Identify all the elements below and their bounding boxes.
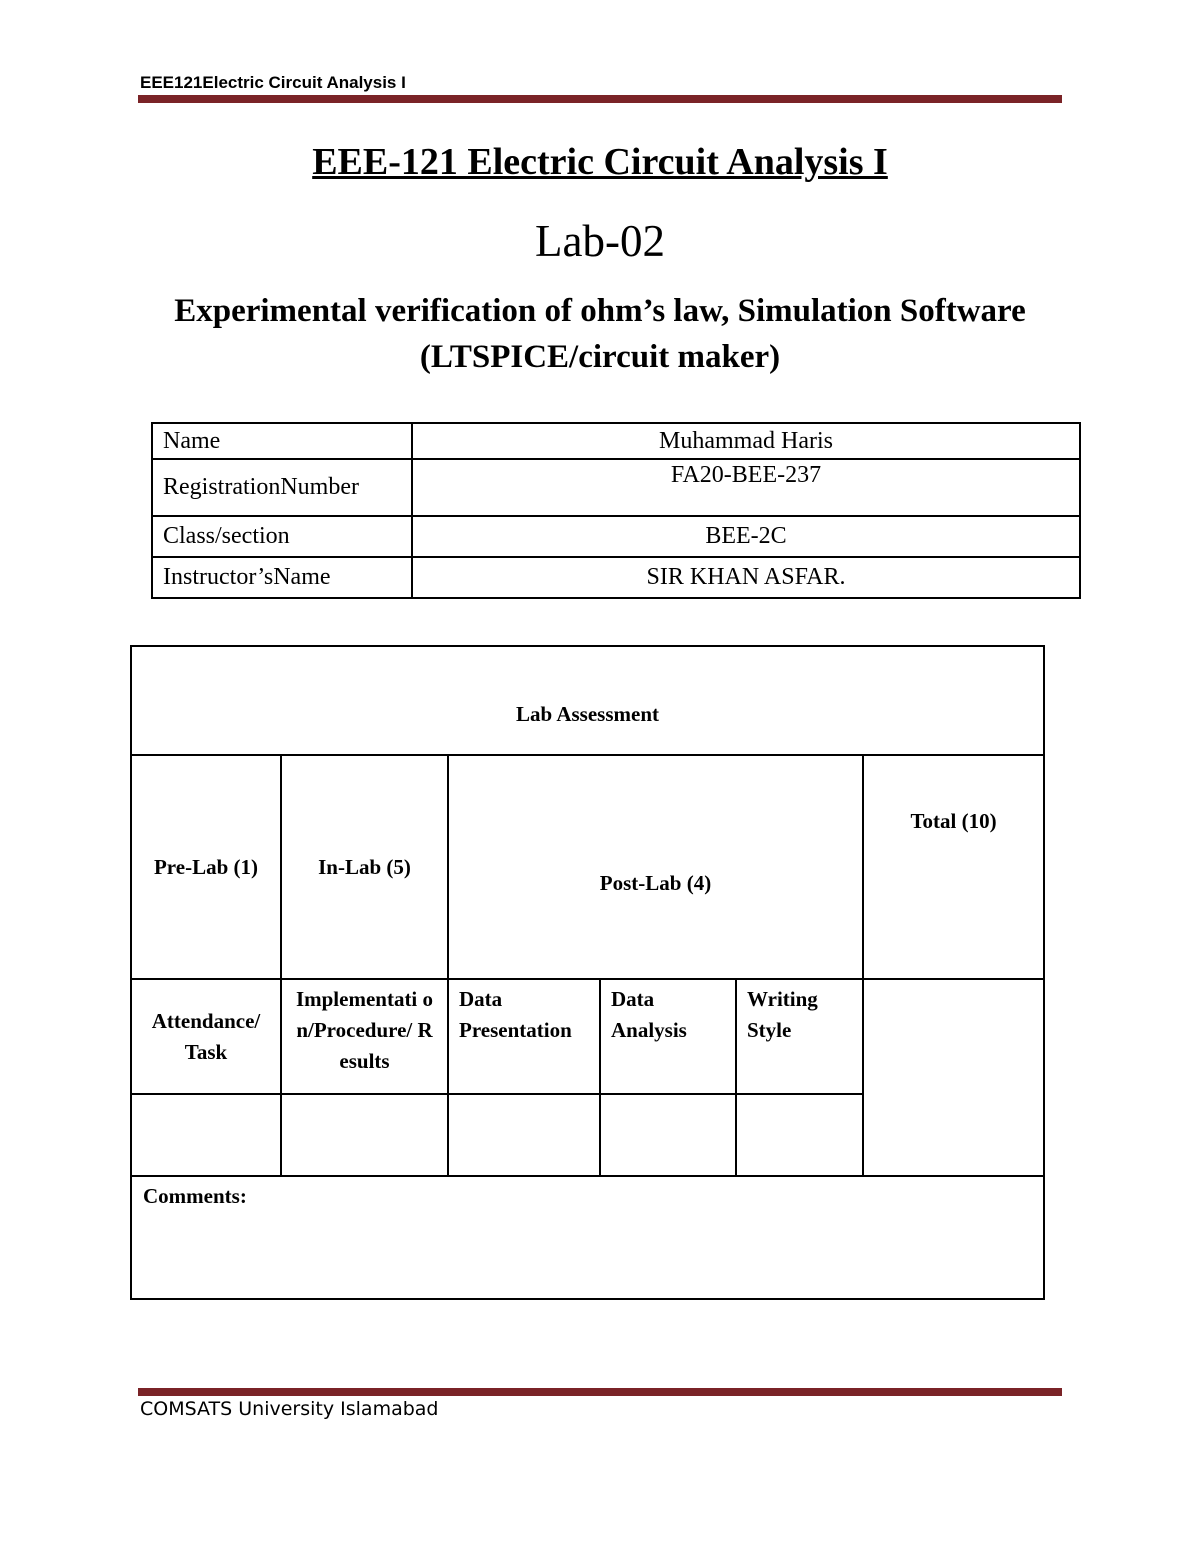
table-row — [152, 557, 1080, 598]
footer-institution: COMSATS University Islamabad — [140, 1398, 439, 1420]
implementation-header: Implementati on/Procedure/ Results — [281, 979, 448, 1094]
total-header: Total (10) — [863, 755, 1044, 979]
course-title: EEE-121 Electric Circuit Analysis I — [312, 141, 888, 183]
footer-rule — [138, 1388, 1062, 1396]
lab-assessment-heading: Lab Assessment — [131, 646, 1044, 755]
registration-label: RegistrationNumber — [152, 459, 412, 516]
name-value: Muhammad Haris — [412, 423, 1080, 459]
writing-style-header: Writing Style — [736, 979, 863, 1094]
student-info-table — [151, 422, 1081, 599]
registration-value: FA20-BEE-237 — [412, 459, 1080, 516]
table-row — [152, 459, 1080, 516]
running-header: EEE121Electric Circuit Analysis I — [140, 73, 406, 92]
writing-style-score-cell — [736, 1094, 863, 1176]
header-rule — [138, 95, 1062, 103]
lab-assessment-table — [130, 645, 1045, 1300]
attendance-task-header: Attendance/ Task — [131, 979, 281, 1094]
pre-lab-header: Pre-Lab (1) — [131, 755, 281, 979]
data-analysis-header: Data Analysis — [600, 979, 736, 1094]
class-section-label: Class/section — [152, 516, 412, 557]
class-section-value: BEE-2C — [412, 516, 1080, 557]
table-row — [152, 423, 1080, 459]
total-score-cell — [863, 979, 1044, 1176]
in-lab-score-cell — [281, 1094, 448, 1176]
in-lab-header: In-Lab (5) — [281, 755, 448, 979]
data-presentation-header: Data Presentation — [448, 979, 600, 1094]
instructor-value: SIR KHAN ASFAR. — [412, 557, 1080, 598]
post-lab-header: Post-Lab (4) — [448, 755, 863, 979]
comments-cell — [131, 1176, 1044, 1299]
name-label: Name — [152, 423, 412, 459]
lab-number: Lab-02 — [535, 216, 665, 266]
instructor-label: Instructor’sName — [152, 557, 412, 598]
data-analysis-score-cell — [600, 1094, 736, 1176]
data-presentation-score-cell — [448, 1094, 600, 1176]
table-row — [152, 516, 1080, 557]
experiment-title: Experimental verification of ohm’s law, Simulation Software (LTSPICE/circuit maker) — [174, 293, 1026, 375]
comments-label: Comments: — [143, 1184, 247, 1208]
pre-lab-score-cell — [131, 1094, 281, 1176]
